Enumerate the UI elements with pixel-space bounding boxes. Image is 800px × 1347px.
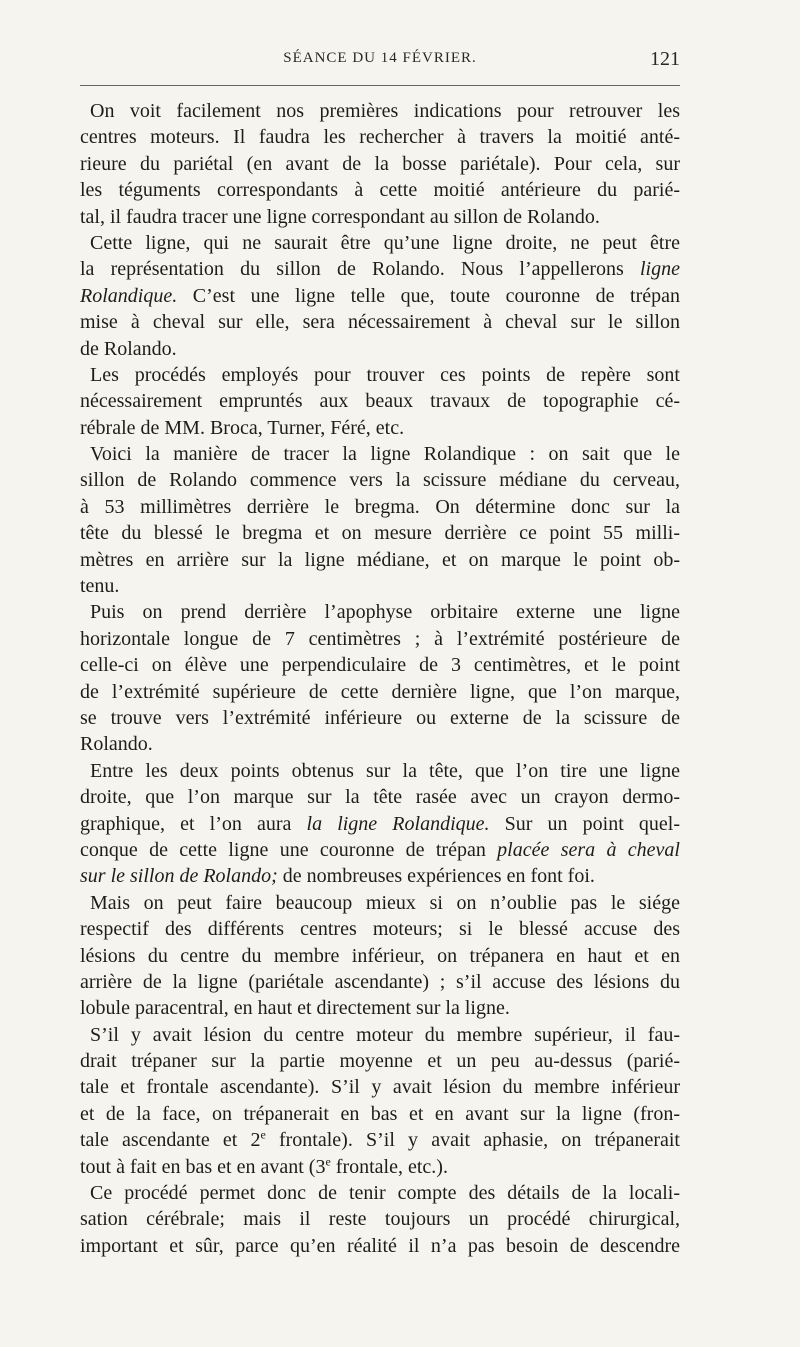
text-line xyxy=(80,1233,680,1259)
text-segment: Puis on prend derrière l’apophyse orbitaire externe une ligne xyxy=(90,601,680,624)
text-segment: frontale). S’il y avait aphasie, on trépanerait xyxy=(265,1129,680,1152)
text-segment: sation cérébrale; mais il reste toujours un procédé chirurgical, xyxy=(80,1208,680,1231)
text-line xyxy=(80,573,680,599)
text-segment: rieure du pariétal (en avant de la bosse pariétale). Pour cela, sur xyxy=(80,152,680,175)
text-line xyxy=(80,520,680,546)
text-segment: important et sûr, parce qu’en réalité il n’a pas besoin de descendre xyxy=(80,1234,680,1257)
text-segment: de l’extrémité supérieure de cette dernière ligne, que l’on marque, xyxy=(80,680,680,703)
text-line xyxy=(80,230,680,256)
text-segment: tout à fait en bas et en avant (3 xyxy=(80,1155,326,1178)
text-segment: à 53 millimètres derrière le bregma. On détermine donc sur la xyxy=(80,495,680,518)
page-number: 121 xyxy=(650,48,680,70)
text-segment: de nombreuses expériences en font foi. xyxy=(277,865,595,888)
text-line xyxy=(80,705,680,731)
text-segment: S’il y avait lésion du centre moteur du membre supérieur, il fau- xyxy=(90,1023,680,1046)
text-segment: arrière de la ligne (pariétale ascendante) ; s’il accuse des lésions du xyxy=(80,970,680,993)
text-line xyxy=(80,679,680,705)
text-segment: droite, que l’on marque sur la tête rasée avec un crayon dermo- xyxy=(80,786,680,809)
text-line xyxy=(80,309,680,335)
italic-text: placée sera à cheval xyxy=(497,838,680,861)
text-line xyxy=(80,1074,680,1100)
body-text xyxy=(80,98,680,1259)
text-segment: nécessairement empruntés aux beaux travaux de topographie cé- xyxy=(80,390,680,413)
text-segment: sillon de Rolando commence vers la scissure médiane du cerveau, xyxy=(80,469,680,492)
text-line xyxy=(80,177,680,203)
text-segment: centres moteurs. Il faudra les rechercher à travers la moitié anté- xyxy=(80,126,680,149)
text-line xyxy=(80,652,680,678)
text-segment: Mais on peut faire beaucoup mieux si on n’oublie pas le siége xyxy=(90,891,680,914)
text-line xyxy=(80,441,680,467)
text-segment: tête du blessé le bregma et on mesure derrière ce point 55 milli- xyxy=(80,522,680,545)
superscript: e xyxy=(325,1153,331,1168)
text-line xyxy=(80,467,680,493)
text-line xyxy=(80,98,680,124)
text-line xyxy=(80,784,680,810)
text-segment: drait trépaner sur la partie moyenne et un peu au-dessus (parié- xyxy=(80,1050,680,1073)
text-line xyxy=(80,758,680,784)
text-line xyxy=(80,731,680,757)
text-segment: graphique, et l’on aura xyxy=(80,812,307,835)
text-line xyxy=(80,1154,680,1180)
text-segment: Voici la manière de tracer la ligne Rolandique : on sait que le xyxy=(90,443,680,466)
italic-text: sur le sillon de Rolando; xyxy=(80,865,278,888)
text-segment: tenu. xyxy=(80,575,120,598)
text-line xyxy=(80,336,680,362)
text-segment: Rolando. xyxy=(80,733,153,756)
text-segment: Les procédés employés pour trouver ces points de repère sont xyxy=(90,363,680,386)
text-line xyxy=(80,1180,680,1206)
text-segment: lésions du centre du membre inférieur, on trépanera en haut et en xyxy=(80,944,680,967)
text-segment: tal, il faudra tracer une ligne correspondant au sillon de Rolando. xyxy=(80,205,600,228)
text-line xyxy=(80,995,680,1021)
text-segment: se trouve vers l’extrémité inférieure ou externe de la scissure de xyxy=(80,706,680,729)
text-line xyxy=(80,494,680,520)
text-segment: rébrale de MM. Broca, Turner, Féré, etc. xyxy=(80,416,405,439)
text-line xyxy=(80,362,680,388)
text-segment: Ce procédé permet donc de tenir compte des détails de la locali- xyxy=(90,1182,680,1205)
italic-text: Rolandique. xyxy=(80,284,178,307)
text-line xyxy=(80,811,680,837)
text-segment: C’est une ligne telle que, toute couronne de trépan xyxy=(177,284,680,307)
text-line xyxy=(80,204,680,230)
text-line xyxy=(80,1048,680,1074)
text-segment: horizontale longue de 7 centimètres ; à l’extrémité postérieure de xyxy=(80,627,680,650)
text-line xyxy=(80,890,680,916)
text-line xyxy=(80,626,680,652)
superscript: e xyxy=(260,1127,266,1142)
text-segment: la représentation du sillon de Rolando. Nous l’appellerons xyxy=(80,258,640,281)
text-line xyxy=(80,415,680,441)
text-line xyxy=(80,1022,680,1048)
text-line xyxy=(80,1127,680,1153)
text-segment: frontale, etc.). xyxy=(330,1155,448,1178)
text-segment: conque de cette ligne une couronne de trépan xyxy=(80,838,498,861)
text-segment: Cette ligne, qui ne saurait être qu’une ligne droite, ne peut être xyxy=(90,231,680,254)
text-line xyxy=(80,151,680,177)
page-header xyxy=(80,48,680,78)
text-line xyxy=(80,969,680,995)
text-segment: celle-ci on élève une perpendiculaire de 3 centimètres, et le point xyxy=(80,654,680,677)
text-line xyxy=(80,124,680,150)
text-segment: tale et frontale ascendante). S’il y avait lésion du membre inférieur xyxy=(80,1076,680,1099)
text-line xyxy=(80,1101,680,1127)
header-rule xyxy=(80,85,680,86)
text-segment: lobule paracentral, en haut et directement sur la ligne. xyxy=(80,997,510,1020)
text-segment: et de la face, on trépanerait en bas et en avant sur la ligne (fron- xyxy=(80,1102,680,1125)
text-line xyxy=(80,1206,680,1232)
text-line xyxy=(80,256,680,282)
text-segment: Sur un point quel- xyxy=(489,812,680,835)
text-segment: respectif des différents centres moteurs; si le blessé accuse des xyxy=(80,918,680,941)
running-head: SÉANCE DU 14 FÉVRIER. xyxy=(283,50,477,66)
italic-text: la ligne Rolandique. xyxy=(306,812,490,835)
text-segment: mètres en arrière sur la ligne médiane, et on marque le point ob- xyxy=(80,548,680,571)
text-line xyxy=(80,943,680,969)
text-line xyxy=(80,599,680,625)
text-segment: de Rolando. xyxy=(80,337,177,360)
text-segment: On voit facilement nos premières indications pour retrouver les xyxy=(90,100,680,122)
text-line xyxy=(80,547,680,573)
text-line xyxy=(80,283,680,309)
text-segment: tale ascendante et 2 xyxy=(80,1129,261,1152)
text-line xyxy=(80,837,680,863)
text-segment: Entre les deux points obtenus sur la tête, que l’on tire une ligne xyxy=(90,759,680,782)
text-line xyxy=(80,863,680,889)
text-line xyxy=(80,916,680,942)
text-segment: mise à cheval sur elle, sera nécessairement à cheval sur le sillon xyxy=(80,311,680,334)
text-line xyxy=(80,388,680,414)
text-segment: les téguments correspondants à cette moitié antérieure du parié- xyxy=(80,179,680,202)
italic-text: ligne xyxy=(640,258,680,281)
